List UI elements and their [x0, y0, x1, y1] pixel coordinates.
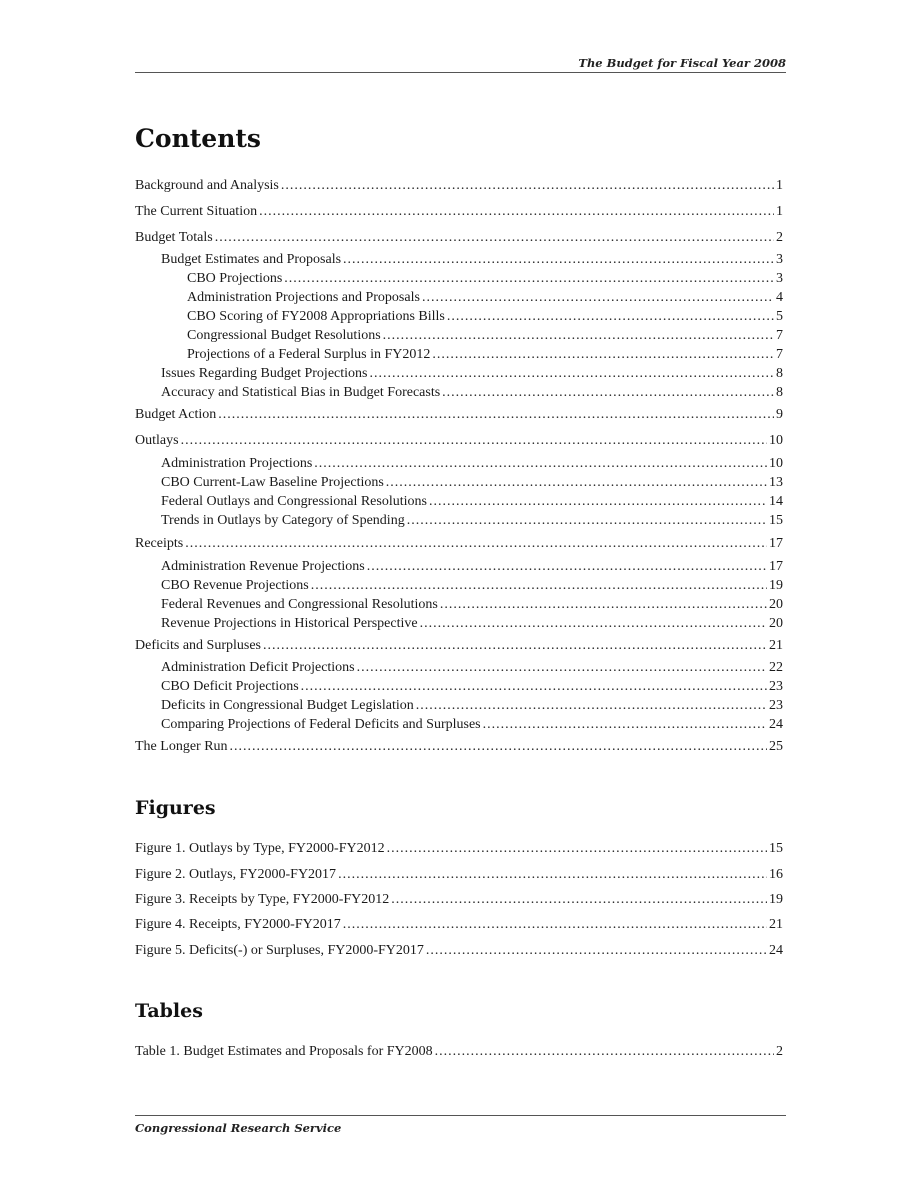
toc-entry[interactable] — [161, 454, 783, 473]
toc-entry[interactable] — [135, 636, 783, 655]
toc-entry-page: 1 — [776, 178, 783, 193]
toc-entry[interactable] — [187, 326, 783, 345]
toc-entry[interactable] — [135, 534, 783, 553]
toc-entry-title: Accuracy and Statistical Bias in Budget Forecasts — [161, 385, 441, 400]
toc-entry-page: 4 — [776, 290, 783, 305]
dot-leader — [281, 176, 774, 195]
toc-entry-title: CBO Current-Law Baseline Projections — [161, 475, 384, 490]
toc-entry-title: Administration Deficit Projections — [161, 660, 355, 675]
figure-entry[interactable] — [135, 839, 783, 858]
figure-entry[interactable] — [135, 915, 783, 934]
toc-entry-page: 15 — [769, 513, 783, 528]
toc-entry-page: 13 — [769, 475, 783, 490]
dot-leader — [181, 431, 767, 450]
toc-entry-page: 23 — [769, 679, 783, 694]
dot-leader — [263, 636, 767, 655]
dot-leader — [435, 1042, 774, 1061]
toc-entry-title: Congressional Budget Resolutions — [187, 328, 381, 343]
running-footer: Congressional Research Service — [135, 1121, 342, 1135]
dot-leader — [215, 228, 774, 247]
toc-entry-title: Deficits and Surpluses — [135, 638, 261, 653]
toc-entry[interactable] — [161, 492, 783, 511]
toc-entry-page: 3 — [776, 252, 783, 267]
dot-leader — [284, 269, 774, 288]
toc-entry[interactable] — [135, 228, 783, 247]
dot-leader — [343, 915, 767, 934]
toc-entry-page: 17 — [769, 536, 783, 551]
dot-leader — [432, 345, 774, 364]
toc-entry[interactable] — [161, 595, 783, 614]
toc-entry-title: Issues Regarding Budget Projections — [161, 366, 368, 381]
toc-entry-page: 10 — [769, 433, 783, 448]
toc-entry-title: Deficits in Congressional Budget Legislation — [161, 698, 414, 713]
dot-leader — [314, 454, 767, 473]
toc-entry-page: 2 — [776, 230, 783, 245]
toc-entry-title: Federal Outlays and Congressional Resolutions — [161, 494, 427, 509]
figure-entry[interactable] — [135, 941, 783, 960]
dot-leader — [440, 595, 767, 614]
toc-entry-title: Budget Totals — [135, 230, 213, 245]
toc-entry-title: CBO Revenue Projections — [161, 578, 309, 593]
toc-entry-page: 21 — [769, 638, 783, 653]
toc-entry-title: Budget Action — [135, 407, 217, 422]
toc-entry[interactable] — [187, 307, 783, 326]
toc-entry[interactable] — [161, 677, 783, 696]
toc-entry-title: Administration Projections and Proposals — [187, 290, 420, 305]
toc-entry[interactable] — [161, 250, 783, 269]
toc-entry[interactable] — [187, 269, 783, 288]
toc-entry[interactable] — [161, 383, 783, 402]
toc-entry-page: 20 — [769, 597, 783, 612]
dot-leader — [383, 326, 774, 345]
dot-leader — [367, 557, 767, 576]
header-rule — [135, 72, 786, 73]
tables-heading: Tables — [135, 1000, 203, 1022]
dot-leader — [343, 250, 774, 269]
toc-entry-title: The Longer Run — [135, 739, 228, 754]
table-entry-page: 2 — [776, 1044, 783, 1059]
toc-entry[interactable] — [187, 288, 783, 307]
dot-leader — [483, 715, 767, 734]
figure-entry-page: 16 — [769, 867, 783, 882]
dot-leader — [416, 696, 767, 715]
toc-entry-page: 20 — [769, 616, 783, 631]
running-header: The Budget for Fiscal Year 2008 — [578, 56, 786, 70]
toc-entry[interactable] — [161, 576, 783, 595]
figure-entry-title: Figure 4. Receipts, FY2000-FY2017 — [135, 917, 341, 932]
toc-entry-page: 1 — [776, 204, 783, 219]
toc-entry[interactable] — [161, 696, 783, 715]
dot-leader — [230, 737, 767, 756]
toc-entry-page: 9 — [776, 407, 783, 422]
toc-entry-title: Administration Projections — [161, 456, 313, 471]
toc-entry[interactable] — [161, 557, 783, 576]
dot-leader — [259, 202, 774, 221]
toc-entry[interactable] — [135, 737, 783, 756]
toc-entry[interactable] — [161, 511, 783, 530]
toc-entry-title: Comparing Projections of Federal Deficits and Surpluses — [161, 717, 481, 732]
toc-entry[interactable] — [187, 345, 783, 364]
toc-entry-title: Budget Estimates and Proposals — [161, 252, 342, 267]
toc-entry-page: 19 — [769, 578, 783, 593]
toc-entry-title: Outlays — [135, 433, 179, 448]
dot-leader — [391, 890, 767, 909]
toc-entry-title: CBO Projections — [187, 271, 283, 286]
table-entry[interactable] — [135, 1042, 783, 1061]
toc-entry[interactable] — [161, 658, 783, 677]
toc-entry-page: 22 — [769, 660, 783, 675]
table-entry-title: Table 1. Budget Estimates and Proposals for FY2008 — [135, 1044, 433, 1059]
figure-entry-title: Figure 2. Outlays, FY2000-FY2017 — [135, 867, 337, 882]
toc-entry[interactable] — [135, 431, 783, 450]
dot-leader — [357, 658, 767, 677]
dot-leader — [426, 941, 767, 960]
contents-heading: Contents — [135, 124, 262, 153]
toc-entry-title: CBO Deficit Projections — [161, 679, 299, 694]
toc-entry-page: 17 — [769, 559, 783, 574]
dot-leader — [301, 677, 767, 696]
toc-entry-title: Trends in Outlays by Category of Spending — [161, 513, 405, 528]
toc-entry-page: 7 — [776, 328, 783, 343]
dot-leader — [422, 288, 774, 307]
toc-entry-title: The Current Situation — [135, 204, 258, 219]
toc-entry[interactable] — [135, 176, 783, 195]
toc-entry-page: 8 — [776, 385, 783, 400]
toc-entry-title: CBO Scoring of FY2008 Appropriations Bills — [187, 309, 445, 324]
dot-leader — [369, 364, 774, 383]
figure-entry-page: 24 — [769, 943, 783, 958]
dot-leader — [185, 534, 767, 553]
figure-entry-title: Figure 3. Receipts by Type, FY2000-FY2012 — [135, 892, 390, 907]
figure-entry-page: 21 — [769, 917, 783, 932]
toc-entry-page: 14 — [769, 494, 783, 509]
toc-entry[interactable] — [161, 364, 783, 383]
footer-rule — [135, 1115, 786, 1116]
figure-entry-page: 19 — [769, 892, 783, 907]
dot-leader — [429, 492, 767, 511]
toc-entry-page: 24 — [769, 717, 783, 732]
toc-entry-page: 23 — [769, 698, 783, 713]
toc-entry-title: Revenue Projections in Historical Perspective — [161, 616, 418, 631]
figure-entry-title: Figure 1. Outlays by Type, FY2000-FY2012 — [135, 841, 385, 856]
dot-leader — [218, 405, 774, 424]
toc-entry[interactable] — [161, 473, 783, 492]
dot-leader — [338, 865, 767, 884]
toc-entry[interactable] — [161, 614, 783, 633]
dot-leader — [442, 383, 774, 402]
toc-entry-title: Federal Revenues and Congressional Resolutions — [161, 597, 438, 612]
figure-entry-title: Figure 5. Deficits(-) or Surpluses, FY2000-FY2017 — [135, 943, 424, 958]
dot-leader — [407, 511, 767, 530]
toc-entry-title: Background and Analysis — [135, 178, 279, 193]
figure-entry-page: 15 — [769, 841, 783, 856]
toc-entry-title: Projections of a Federal Surplus in FY2012 — [187, 347, 431, 362]
dot-leader — [420, 614, 767, 633]
toc-entry-page: 7 — [776, 347, 783, 362]
dot-leader — [387, 839, 767, 858]
toc-entry-title: Administration Revenue Projections — [161, 559, 365, 574]
toc-entry[interactable] — [135, 202, 783, 221]
figure-entry[interactable] — [135, 890, 783, 909]
figures-heading: Figures — [135, 797, 216, 819]
toc-entry[interactable] — [135, 405, 783, 424]
dot-leader — [447, 307, 774, 326]
toc-entry-page: 5 — [776, 309, 783, 324]
toc-entry-page: 8 — [776, 366, 783, 381]
dot-leader — [311, 576, 767, 595]
toc-entry[interactable] — [161, 715, 783, 734]
toc-entry-page: 25 — [769, 739, 783, 754]
dot-leader — [386, 473, 767, 492]
toc-entry-title: Receipts — [135, 536, 184, 551]
toc-entry-page: 3 — [776, 271, 783, 286]
toc-entry-page: 10 — [769, 456, 783, 471]
figure-entry[interactable] — [135, 865, 783, 884]
